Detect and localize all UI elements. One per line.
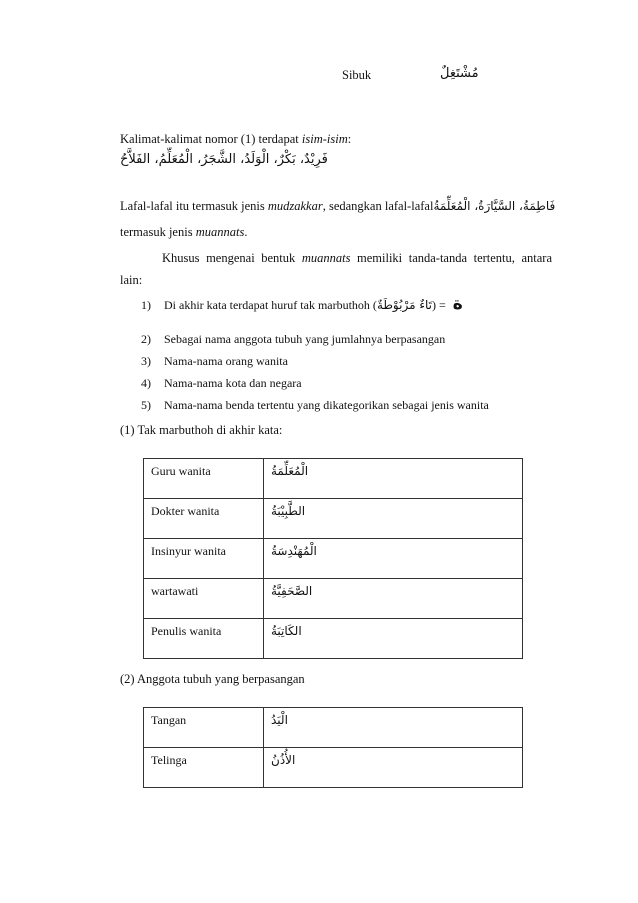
arabic-word: الْيَدُ	[271, 713, 288, 727]
table-row	[144, 748, 523, 788]
intro-italic: isim-isim	[301, 132, 348, 146]
paragraph2-line2-suffix: .	[244, 225, 248, 239]
table-cell-label: Dokter wanita	[144, 499, 264, 539]
list-text: Sebagai nama anggota tubuh yang jumlahnya berpasangan	[164, 332, 446, 346]
table-cell-label: Tangan	[144, 708, 264, 748]
table-cell-arabic	[264, 499, 523, 539]
list-item	[141, 353, 288, 369]
vocab-table-2	[143, 707, 523, 788]
table-row	[144, 708, 523, 748]
table-cell-arabic	[264, 619, 523, 659]
intro-sentence	[120, 131, 351, 147]
list-item	[141, 296, 463, 313]
table-cell-arabic	[264, 539, 523, 579]
table-cell-label: Guru wanita	[144, 459, 264, 499]
list-item	[141, 331, 445, 347]
intro-text: Kalimat-kalimat nomor (1) terdapat	[120, 132, 302, 146]
list-item	[141, 375, 302, 391]
paragraph3-muannats: muannats	[301, 251, 351, 265]
table-row	[144, 459, 523, 499]
table-row	[144, 579, 523, 619]
paragraph2-line1	[120, 198, 556, 214]
list-text: Di akhir kata terdapat huruf tak marbuthoh (	[164, 298, 377, 312]
paragraph2-middle: , sedangkan lafal-lafal	[322, 199, 434, 213]
vocab-table-1	[143, 458, 523, 659]
list-number: 3)	[141, 354, 151, 368]
paragraph2-line2	[120, 224, 247, 240]
paragraph2-arabic: فَاطِمَةُ، السَّيَّارَةُ، الْمُعَلِّمَةُ	[433, 199, 556, 213]
paragraph2-text	[120, 198, 433, 214]
table-cell-arabic	[264, 708, 523, 748]
arabic-word: الْمُهَنْدِسَةُ	[271, 544, 317, 558]
arabic-names-line	[120, 151, 552, 168]
list-number: 4)	[141, 376, 151, 390]
table-cell-label: Penulis wanita	[144, 619, 264, 659]
paragraph2-line2-prefix: termasuk jenis	[120, 225, 196, 239]
table-cell-arabic	[264, 579, 523, 619]
paragraph3-line2: lain:	[120, 273, 143, 287]
paragraph2-prefix: Lafal-lafal itu termasuk jenis	[120, 199, 268, 213]
arabic-word: الأُذُنُ	[271, 753, 296, 767]
list-text: Nama-nama orang wanita	[164, 354, 288, 368]
paragraph3-line1	[120, 250, 552, 266]
table-cell-label: Insinyur wanita	[144, 539, 264, 579]
table-cell-arabic	[264, 459, 523, 499]
table-cell-label: wartawati	[144, 579, 264, 619]
title-word: Sibuk	[342, 68, 372, 82]
list-close: ) =	[431, 298, 449, 312]
paragraph3-prefix: Khusus mengenai bentuk	[162, 251, 302, 265]
section1-heading: (1) Tak marbuthoh di akhir kata:	[120, 423, 283, 437]
list-item	[141, 397, 489, 413]
table-cell-label: Telinga	[144, 748, 264, 788]
intro-suffix: :	[347, 132, 352, 146]
arabic-word: الكَاتِبَةُ	[271, 624, 302, 638]
arabic-word: الطَّبِيْبَةُ	[271, 504, 306, 518]
muannats-term: muannats	[195, 225, 245, 239]
paragraph3-suffix: memiliki tanda-tanda tertentu, antara	[350, 251, 552, 265]
arabic-word: الْمُعَلِّمَةُ	[271, 464, 309, 478]
table-row	[144, 619, 523, 659]
list-number: 5)	[141, 398, 151, 412]
table-row	[144, 499, 523, 539]
list-number: 1)	[141, 298, 151, 312]
mudzakkar-term: mudzakkar	[267, 199, 323, 213]
title-arabic: مُشْتَغِلٌ	[440, 66, 479, 81]
list-arabic: تَاءٌ مَرْبُوْطَةٌ	[376, 298, 432, 312]
arabic-word: الصَّحَفِيَّةُ	[271, 584, 313, 598]
list-text: Nama-nama kota dan negara	[164, 376, 302, 390]
arabic-names: فَرِيْدٌ، بَكْرٌ، الْوَلَدُ، الشَّجَرُ، الْمُعَلِّمُ، الفَلاَّحُ	[120, 152, 328, 167]
list-number: 2)	[141, 332, 151, 346]
ta-marbuthoh-letter: ة	[452, 294, 463, 314]
table-row	[144, 539, 523, 579]
section2-heading: (2) Anggota tubuh yang berpasangan	[120, 672, 305, 686]
table-cell-arabic	[264, 748, 523, 788]
list-text: Nama-nama benda tertentu yang dikategorikan sebagai jenis wanita	[164, 398, 489, 412]
